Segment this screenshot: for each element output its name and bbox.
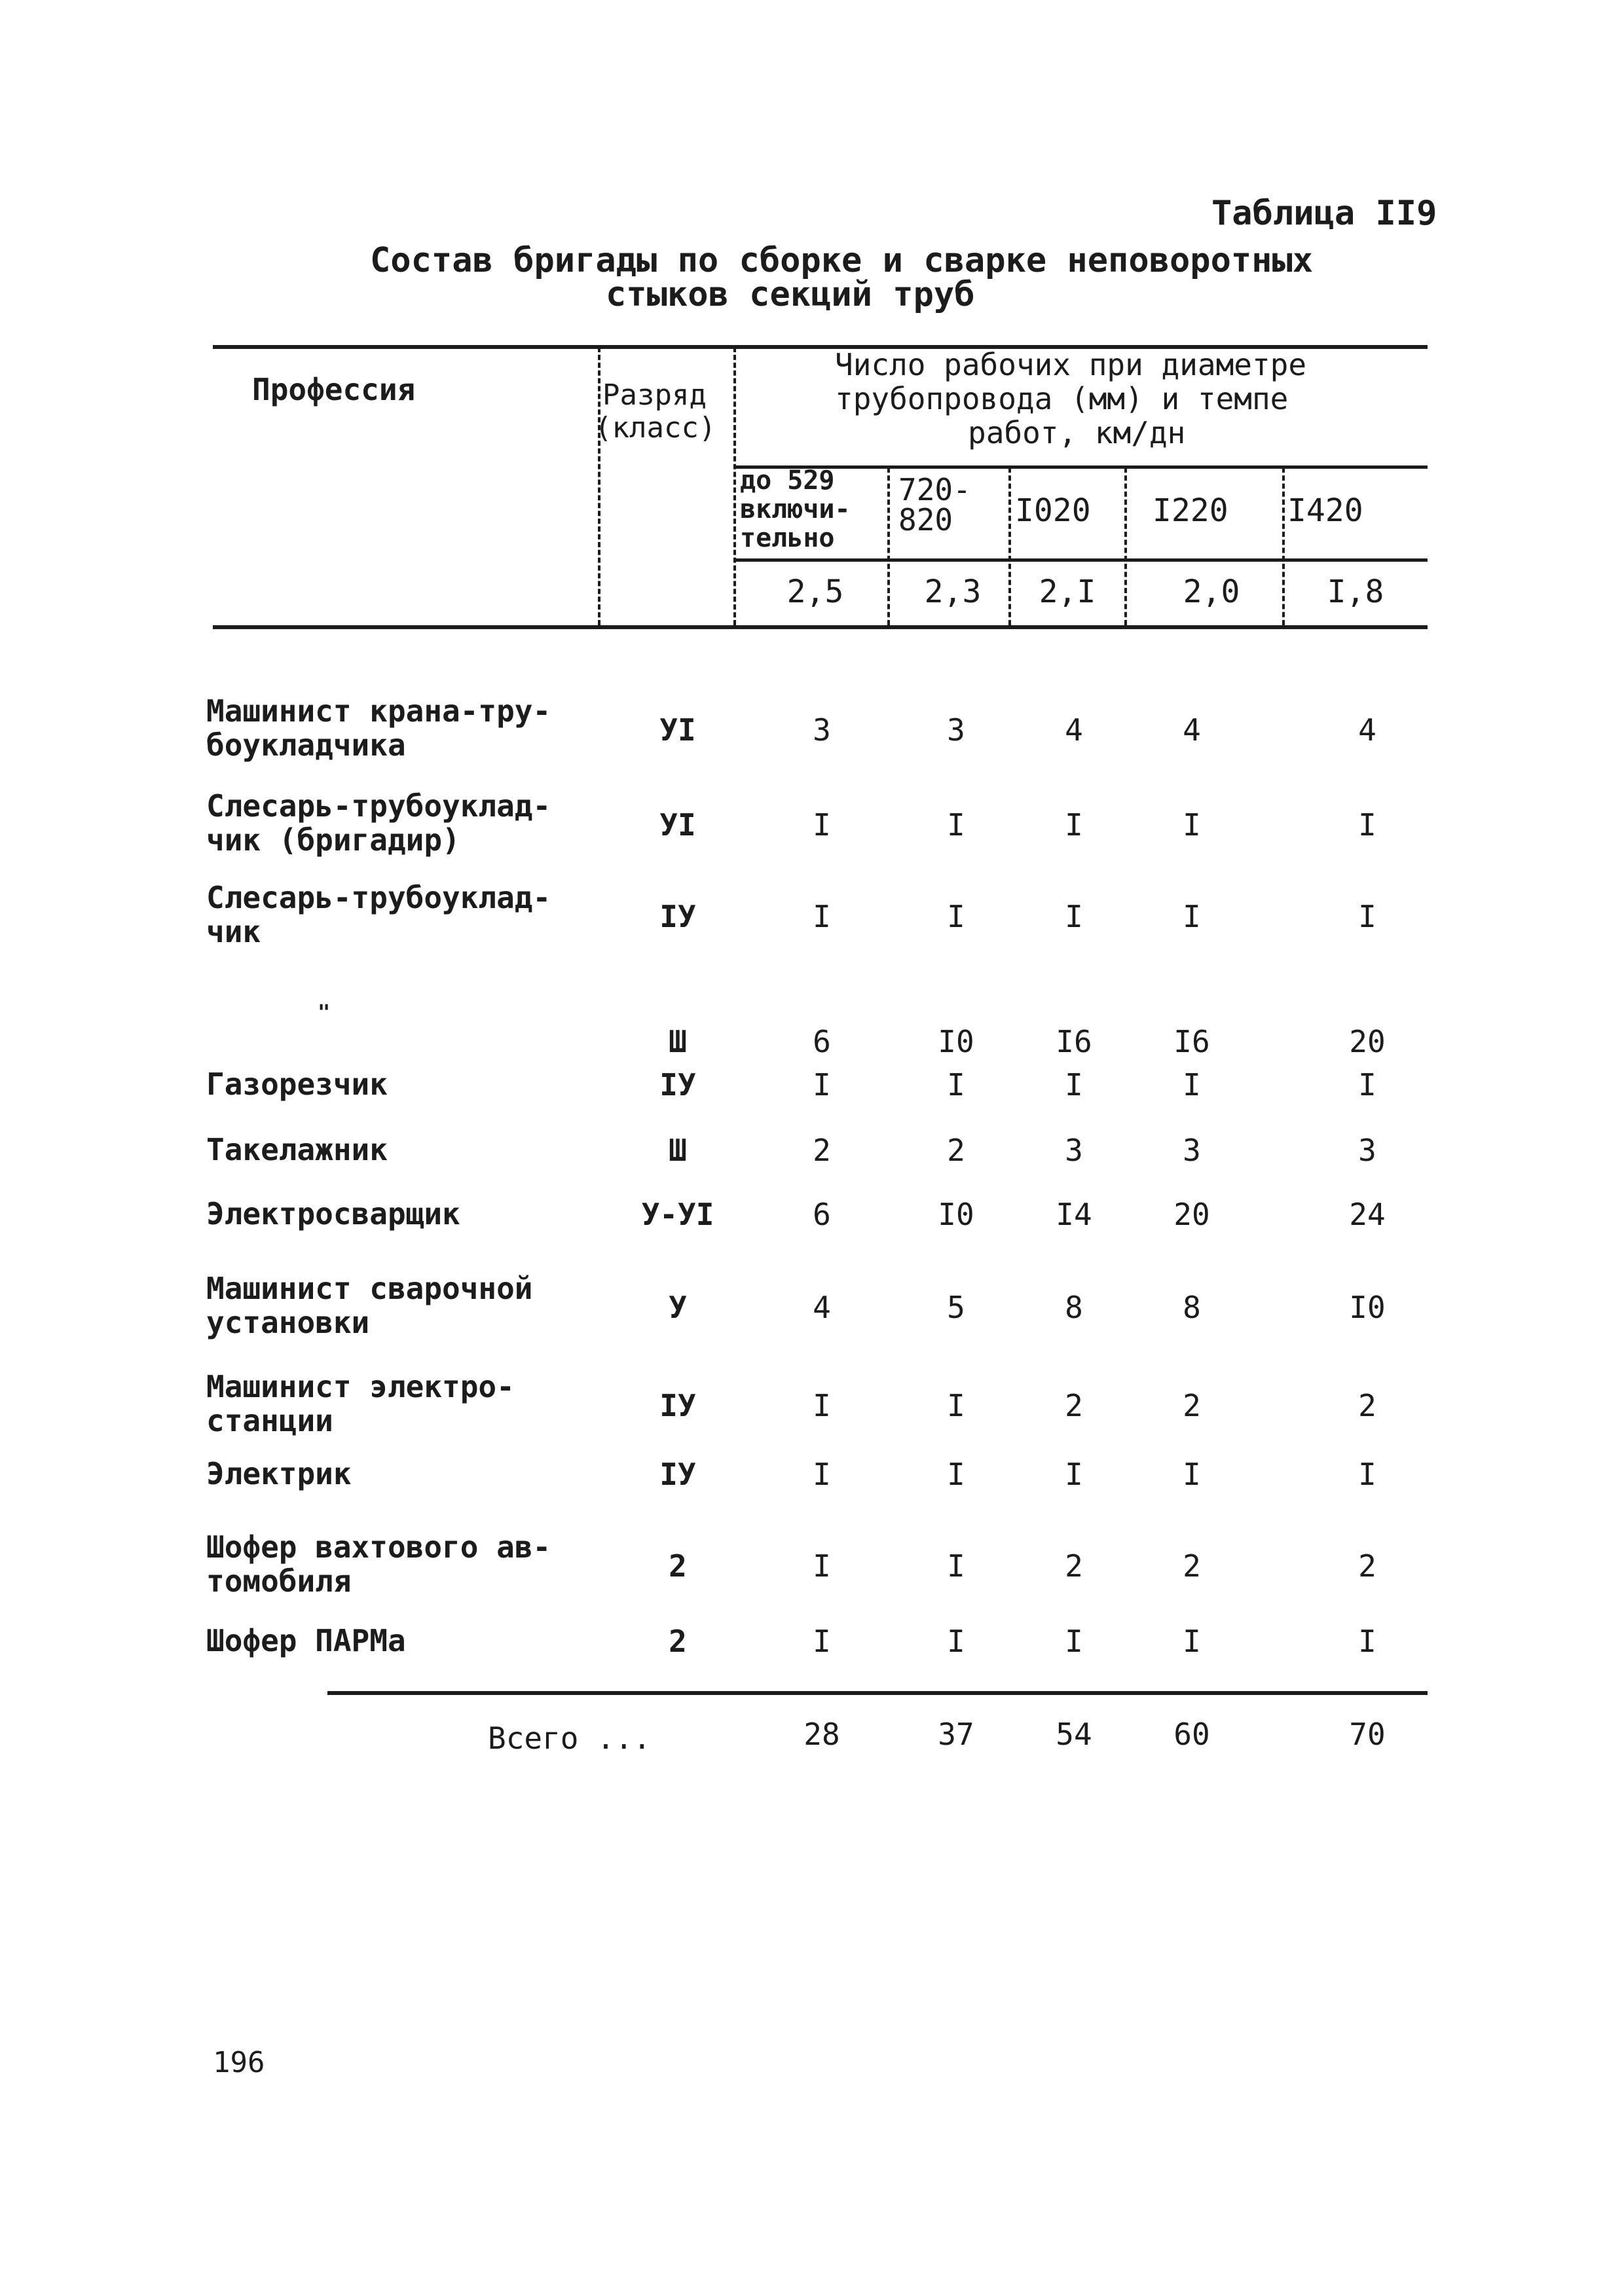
row-value-col-5: I0 <box>1349 1290 1386 1325</box>
row-grade: Ш <box>669 1024 687 1059</box>
row-profession <box>206 789 551 857</box>
table-title-line2: стыков секций труб <box>606 275 975 314</box>
row-value-col-3: 4 <box>1065 712 1083 748</box>
total-value-col-1: 28 <box>803 1717 840 1752</box>
row-value-col-3: 3 <box>1065 1133 1083 1168</box>
header-diameter-5: I420 <box>1287 492 1363 529</box>
column-separator-d3 <box>1124 467 1127 625</box>
header-rate-4: 2,0 <box>1183 574 1240 610</box>
header-diameter-1-line1: до 529 <box>740 465 835 496</box>
row-grade: IУ <box>659 1457 696 1492</box>
row-profession-line1: Слесарь-трубоуклад- <box>206 880 551 915</box>
header-bottom-rule <box>213 625 1428 629</box>
row-profession-line1: Машинист крана-тру- <box>206 693 551 729</box>
header-profession: Профессия <box>252 372 416 407</box>
header-diameter-2 <box>898 472 971 538</box>
row-profession-line2: станции <box>206 1403 333 1438</box>
row-value-col-1: 6 <box>813 1024 831 1059</box>
header-diameter-4: I220 <box>1153 492 1228 529</box>
header-diameter-2-line2: 820 <box>898 502 953 538</box>
row-value-col-1: I <box>813 807 831 843</box>
total-value-col-2: 37 <box>938 1717 974 1752</box>
row-profession-line2: чик (бригадир) <box>206 822 460 858</box>
column-separator-d2 <box>1008 467 1011 625</box>
row-value-col-2: I <box>947 1067 965 1102</box>
row-profession-line1: Шофер вахтового ав- <box>206 1529 551 1565</box>
row-profession <box>206 1624 406 1658</box>
row-value-col-5: I <box>1358 899 1376 934</box>
row-grade: УI <box>659 807 696 843</box>
header-diameter-1-line2: включи- <box>740 494 851 524</box>
row-grade: У-УI <box>641 1197 714 1232</box>
total-rule <box>327 1691 1428 1695</box>
page-number: 196 <box>213 2046 265 2079</box>
row-value-col-2: I0 <box>938 1024 974 1059</box>
row-value-col-4: 4 <box>1183 712 1201 748</box>
row-value-col-4: 3 <box>1183 1133 1201 1168</box>
row-value-col-3: I4 <box>1056 1197 1092 1232</box>
row-value-col-1: I <box>813 1388 831 1423</box>
header-group-line1: Число рабочих при диаметре <box>835 347 1307 382</box>
row-profession-line1: Такелажник <box>206 1132 388 1167</box>
row-grade: IУ <box>659 1388 696 1423</box>
table-title-line1: Состав бригады по сборке и сварке неповоротных <box>370 241 1314 280</box>
row-grade: 2 <box>669 1548 687 1584</box>
row-grade: IУ <box>659 899 696 934</box>
header-group-line2: трубопровода (мм) и темпе <box>835 381 1289 416</box>
row-profession-line1: Слесарь-трубоуклад- <box>206 788 551 824</box>
row-profession-line2: боукладчика <box>206 727 406 763</box>
row-value-col-2: 3 <box>947 712 965 748</box>
row-value-col-4: I <box>1183 1067 1201 1102</box>
row-value-col-5: 2 <box>1358 1548 1376 1584</box>
row-value-col-4: I6 <box>1173 1024 1210 1059</box>
row-value-col-5: 20 <box>1349 1024 1386 1059</box>
row-profession-line1: Газорезчик <box>206 1066 388 1102</box>
row-value-col-3: I <box>1065 899 1083 934</box>
total-value-col-4: 60 <box>1173 1717 1210 1752</box>
total-label: Всего ... <box>488 1721 652 1756</box>
row-profession <box>206 1197 460 1231</box>
row-value-col-1: I <box>813 1548 831 1584</box>
header-rate-1: 2,5 <box>786 574 844 610</box>
row-value-col-4: 8 <box>1183 1290 1201 1325</box>
header-rate-5: I,8 <box>1327 574 1384 610</box>
row-value-col-1: 3 <box>813 712 831 748</box>
row-value-col-5: 3 <box>1358 1133 1376 1168</box>
header-diameter-2-line1: 720- <box>898 472 971 507</box>
row-grade: УI <box>659 712 696 748</box>
row-profession-line1: Электрик <box>206 1456 352 1491</box>
header-rate-3: 2,I <box>1039 574 1096 610</box>
row-value-col-3: I <box>1065 1624 1083 1659</box>
row-profession <box>206 1530 551 1598</box>
row-value-col-1: I <box>813 1067 831 1102</box>
row-profession <box>206 881 551 949</box>
row-value-col-3: 2 <box>1065 1548 1083 1584</box>
row-value-col-4: 2 <box>1183 1388 1201 1423</box>
row-value-col-1: I <box>813 899 831 934</box>
row-value-col-2: I <box>947 899 965 934</box>
header-rate-2: 2,3 <box>924 574 982 610</box>
row-profession <box>206 1457 352 1491</box>
row-profession <box>206 1271 533 1339</box>
row-grade: 2 <box>669 1624 687 1659</box>
row-value-col-3: I <box>1065 1067 1083 1102</box>
column-separator-profession <box>598 347 600 625</box>
row-value-col-4: 2 <box>1183 1548 1201 1584</box>
row-profession-line2: томобиля <box>206 1563 352 1599</box>
row-value-col-5: 24 <box>1349 1197 1386 1232</box>
row-grade: IУ <box>659 1067 696 1102</box>
header-diameter-1-line3: тельно <box>740 523 835 553</box>
total-value-col-5: 70 <box>1349 1717 1386 1752</box>
header-diameter-1 <box>740 466 851 553</box>
row-value-col-5: 4 <box>1358 712 1376 748</box>
row-profession-line1: Электросварщик <box>206 1196 460 1231</box>
header-group-line3: работ, км/дн <box>968 415 1186 450</box>
row-value-col-5: I <box>1358 1457 1376 1492</box>
row-value-col-2: 2 <box>947 1133 965 1168</box>
row-value-col-2: I <box>947 1388 965 1423</box>
column-separator-d4 <box>1282 467 1285 625</box>
column-separator-grade <box>733 347 736 625</box>
header-grade-line2: (класс) <box>595 411 716 445</box>
row-value-col-4: I <box>1183 1457 1201 1492</box>
row-value-col-5: I <box>1358 1624 1376 1659</box>
row-profession <box>206 694 551 762</box>
header-grade-line1: Разряд <box>602 378 707 412</box>
row-value-col-5: I <box>1358 807 1376 843</box>
row-value-col-1: 4 <box>813 1290 831 1325</box>
row-profession <box>206 1370 515 1438</box>
row-profession <box>206 1133 388 1167</box>
table-number: Таблица II9 <box>1211 194 1437 233</box>
header-diameter-3: I020 <box>1015 492 1091 529</box>
row-value-col-3: I <box>1065 1457 1083 1492</box>
row-value-col-3: I <box>1065 807 1083 843</box>
row-profession-line1: Машинист электро- <box>206 1369 515 1404</box>
row-profession <box>206 1067 388 1101</box>
row-value-col-4: I <box>1183 807 1201 843</box>
row-value-col-5: 2 <box>1358 1388 1376 1423</box>
row-value-col-2: 5 <box>947 1290 965 1325</box>
row-value-col-2: I <box>947 1624 965 1659</box>
row-grade: У <box>669 1290 687 1325</box>
row-profession-line2: чик <box>206 914 261 949</box>
row-profession <box>206 995 330 1029</box>
rate-header-rule <box>735 558 1428 562</box>
row-profession-line1: " <box>318 1000 331 1025</box>
total-value-col-3: 54 <box>1056 1717 1092 1752</box>
row-value-col-4: 20 <box>1173 1197 1210 1232</box>
row-value-col-4: I <box>1183 899 1201 934</box>
row-value-col-1: I <box>813 1457 831 1492</box>
row-value-col-1: I <box>813 1624 831 1659</box>
row-value-col-1: 2 <box>813 1133 831 1168</box>
row-profession-line2: установки <box>206 1305 370 1340</box>
row-value-col-3: I6 <box>1056 1024 1092 1059</box>
row-grade: Ш <box>669 1133 687 1168</box>
row-value-col-5: I <box>1358 1067 1376 1102</box>
row-value-col-4: I <box>1183 1624 1201 1659</box>
row-profession-line1: Шофер ПАРМа <box>206 1623 406 1658</box>
row-value-col-2: I0 <box>938 1197 974 1232</box>
row-value-col-2: I <box>947 807 965 843</box>
row-value-col-2: I <box>947 1548 965 1584</box>
row-value-col-2: I <box>947 1457 965 1492</box>
row-value-col-3: 2 <box>1065 1388 1083 1423</box>
row-value-col-1: 6 <box>813 1197 831 1232</box>
column-separator-d1 <box>887 467 890 625</box>
row-value-col-3: 8 <box>1065 1290 1083 1325</box>
row-profession-line1: Машинист сварочной <box>206 1271 533 1306</box>
